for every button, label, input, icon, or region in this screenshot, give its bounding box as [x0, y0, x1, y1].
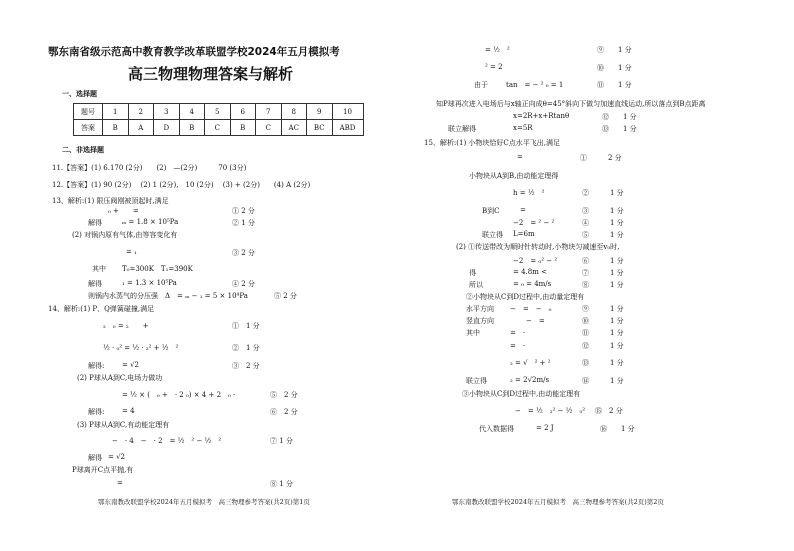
- table-cell: 答案: [74, 120, 103, 136]
- q15-label-de: 得: [469, 269, 476, 277]
- section-mc-heading: 一、选择题: [62, 90, 97, 98]
- table-cell: ABD: [332, 120, 363, 136]
- table-cell: AC: [281, 120, 307, 136]
- q15-eq10: − =: [526, 317, 545, 325]
- q15-eq1: =: [517, 153, 523, 161]
- q14-label-jiede2: 解得:: [88, 408, 105, 416]
- q14-intro: 14、解析:(1) P、Q弹簧碰撞,满足: [48, 305, 155, 313]
- r-score1: ⑨ 1 分: [597, 46, 632, 54]
- q15-score14: ⑭ 1 分: [582, 377, 624, 385]
- q15-eq16: = 2 J: [536, 424, 554, 432]
- footer-right: 鄂东南教改联盟学校2024年五月模拟考 高三物理参考答案(共2页)第2页: [452, 498, 664, 506]
- q15-label-lianli: 联立得: [482, 231, 503, 239]
- page-title: 高三物理物理答案与解析: [128, 65, 294, 83]
- q14-step3: (3) P球从A到C,有动能定理有: [77, 421, 170, 429]
- q15-eq14: ₂ = 2√2m/s: [510, 376, 550, 384]
- table-row: [74, 104, 364, 120]
- r-eq1: = ½ ²: [485, 46, 510, 54]
- q14-eq5: = 4: [122, 407, 135, 415]
- q15-step-ab: 小物块从A到B,由动能定理得: [469, 172, 559, 180]
- q15-score8: ⑧ 1 分: [582, 281, 624, 289]
- q15-eq3: =: [520, 206, 526, 214]
- table-cell: 3: [154, 104, 180, 120]
- table-cell: C: [256, 120, 282, 136]
- q15-score12: ⑫ 1 分: [582, 342, 624, 350]
- q13-eq5: 则锅内水蒸气的分压强 Δ = ₘ − ₁ = 5 × 10⁴Pa: [88, 292, 248, 300]
- q14-eq3: = √2: [122, 361, 140, 369]
- q15-step-cd-energy: ③小物块从C到D过程中,由动能定理有: [462, 390, 581, 398]
- r-eq5: x=5R: [513, 124, 533, 132]
- q15-score6: ⑥ 1 分: [582, 257, 624, 265]
- table-cell: BC: [307, 120, 333, 136]
- q15-score16: ⑯ 1 分: [600, 425, 635, 433]
- r-score4: ⑫ 1 分: [602, 113, 637, 121]
- q13-eq1: ₀ + =: [108, 207, 139, 215]
- q15-label-suoyi: 所以: [469, 281, 483, 289]
- q15-eq6: −2 = ₀² − ²: [513, 257, 558, 265]
- q15-label-qizhong: 其中: [466, 329, 480, 337]
- table-cell: 9: [307, 104, 333, 120]
- q13-score4: ④ 2 分: [232, 280, 255, 288]
- q15-score13: ⑬ 1 分: [582, 359, 624, 367]
- q15-eq5: L=6m: [513, 230, 535, 238]
- q13-eq3: = ₁: [126, 248, 137, 256]
- r-score5: ⑬ 1 分: [602, 125, 637, 133]
- q15-label-horizontal: 水平方向: [466, 305, 494, 313]
- q15-score15: ⑮ 2 分: [595, 407, 623, 415]
- q15-eq8: = ₀ = 4m/s: [513, 280, 552, 288]
- table-cell: 题号: [74, 104, 103, 120]
- q14-score5: ⑥ 2 分: [270, 408, 298, 416]
- q15-score9: ⑨ 1 分: [582, 305, 624, 313]
- q14-eq8: =: [117, 479, 123, 487]
- q14-eq1: ₂ ₀ = ₂ +: [103, 322, 149, 330]
- table-cell: A: [128, 120, 154, 136]
- r-score2: ⑩ 1 分: [597, 64, 632, 72]
- r-label-youyu: 由于: [474, 81, 488, 89]
- q15-score2: ② 1 分: [582, 189, 624, 197]
- table-cell: 2: [128, 104, 154, 120]
- q13-step2: (2) 对锅内原有气体,由等容变化有: [72, 231, 178, 239]
- footer-left: 鄂东南教改联盟学校2024年五月模拟考 高三物理参考答案(共2页)第1页: [98, 498, 310, 506]
- q15-eq4: −2 = ² − ²: [513, 219, 555, 227]
- table-row: [74, 120, 364, 136]
- q14-label-jiede3: 解得: [88, 454, 102, 462]
- q13-label-jiede2: 解得: [88, 280, 102, 288]
- exam-header: 鄂东南省级示范高中教育教学改革联盟学校2024年五月模拟考: [48, 46, 340, 58]
- q13-eq4: ₁ = 1.3 × 10⁵Pa: [122, 279, 177, 287]
- q14-score1: ① 1 分: [232, 322, 260, 330]
- q15-score7: ⑦ 1 分: [582, 269, 624, 277]
- q14-score3: ③ 2 分: [232, 362, 260, 370]
- q15-score1: ① 2 分: [580, 154, 622, 162]
- table-cell: 5: [205, 104, 231, 120]
- q15-eq12: = ·: [510, 342, 526, 350]
- q15-score5: ⑤ 1 分: [582, 231, 624, 239]
- table-cell: B: [103, 120, 129, 136]
- table-cell: B: [179, 120, 205, 136]
- q15-label-vertical: 竖直方向: [466, 317, 494, 325]
- q14-step2: (2) P球从A到C,电场力做功: [77, 374, 163, 382]
- q15-step-cd-momentum: ②小物块从C到D过程中,由动量定理有: [466, 293, 585, 301]
- r-text-landing: 知P球再次进入电场后与x轴正向成θ=45°斜向下做匀加速直线运动,所以落点到B点距离: [436, 100, 706, 108]
- q15-eq2: h = ½ ²: [513, 189, 545, 197]
- q15-label-daiju: 代入数据得: [479, 425, 514, 433]
- table-cell: B: [230, 120, 256, 136]
- q15-eq11: = ·: [510, 329, 526, 337]
- section-nonmc-heading: 二、非选择题: [62, 146, 104, 154]
- r-eq3: tan = − ² ₀ = 1: [506, 81, 564, 89]
- q15-eq15: − = ½ ₂² − ½ ₀²: [515, 407, 586, 415]
- table-cell: C: [205, 120, 231, 136]
- q14-step4: P球离开C点平抛,有: [72, 466, 134, 474]
- table-cell: 7: [256, 104, 282, 120]
- q12-answer: 12.【答案】(1) 90 (2分) (2) 1 (2分), 10 (2分) (3) + (2分) (4) A (2分): [52, 181, 311, 189]
- table-cell: 8: [281, 104, 307, 120]
- answer-table: [73, 103, 364, 136]
- q15-eq7: = 4.8m <: [513, 268, 547, 276]
- q14-score2: ② 1 分: [232, 344, 260, 352]
- q15-eq13: ₂ = √ ² + ²: [510, 359, 551, 367]
- table-cell: 10: [332, 104, 363, 120]
- q15-score11: ⑪ 1 分: [582, 329, 624, 337]
- q15-score4: ④ 1 分: [582, 219, 624, 227]
- q13-temps: T₀=300K T₁=390K: [122, 265, 193, 273]
- q15-step2: (2) ①传送带改为顺时针转动时,小物块匀减速至v₀时,: [456, 243, 620, 251]
- q14-eq4: = ½ × ( ₀ + · 2 ₀) × 4 + 2 ₀ ·: [122, 391, 236, 399]
- table-cell: 6: [230, 104, 256, 120]
- q13-score1: ① 2 分: [232, 207, 255, 215]
- q14-score8: ⑧ 1 分: [270, 480, 293, 488]
- q14-eq6: − · 4 − · 2 = ½ ² − ½ ²: [112, 437, 222, 445]
- q14-eq7: = √2: [108, 453, 126, 461]
- r-eq2: ² = 2: [485, 63, 503, 71]
- q13-score3: ③ 2 分: [232, 249, 255, 257]
- q15-intro: 15、解析:(1) 小物块恰好C点水平飞出,满足: [424, 139, 560, 147]
- q15-label-bc: B到C: [482, 207, 500, 215]
- q14-label-jiede: 解得:: [88, 362, 105, 370]
- q13-score5: ⑤ 2 分: [274, 292, 297, 300]
- table-cell: D: [154, 120, 180, 136]
- table-cell: 4: [179, 104, 205, 120]
- q15-score10: ⑩ 1 分: [582, 317, 624, 325]
- q13-label-jiede: 解得: [88, 219, 102, 227]
- q13-label-qizhong: 其中: [92, 265, 106, 273]
- q15-eq9: − = − ₀: [510, 305, 552, 313]
- q13-eq2: ₘ = 1.8 × 10⁵Pa: [122, 218, 179, 226]
- q13-score2: ② 1 分: [232, 219, 255, 227]
- q14-score4: ⑤ 2 分: [270, 391, 298, 399]
- q14-eq2: ½ · ₀² = ½ · ₂² + ½ ²: [103, 344, 179, 352]
- q14-score6: ⑦ 1 分: [270, 437, 293, 445]
- r-eq4: x=2R+x+Rtanθ: [513, 112, 570, 120]
- table-cell: 1: [103, 104, 129, 120]
- r-score3: ⑪ 1 分: [597, 81, 632, 89]
- q15-label-lianli2: 联立得: [466, 377, 487, 385]
- q11-answer: 11.【答案】(1) 6.170 (2分) (2) —(2分) 70 (3分): [52, 164, 247, 172]
- r-label-lianli: 联立解得: [448, 125, 476, 133]
- q13-intro: 13、解析:(1) 限压阀刚被顶起时,满足: [52, 197, 169, 205]
- q15-score3: ③ 1 分: [582, 207, 624, 215]
